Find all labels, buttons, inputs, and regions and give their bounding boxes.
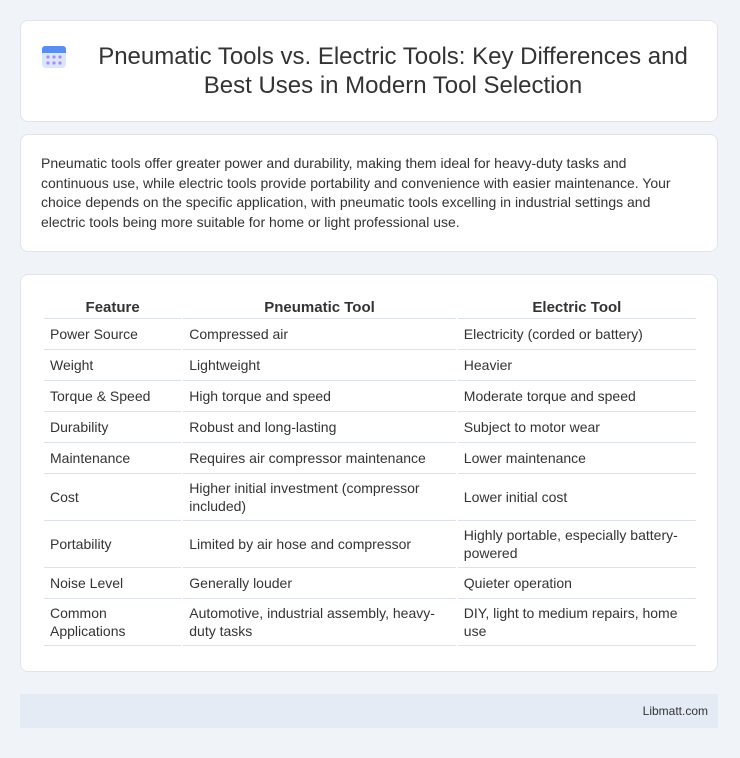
- electric-cell: DIY, light to medium repairs, home use: [458, 599, 696, 646]
- footer: [20, 694, 718, 728]
- electric-cell: Subject to motor wear: [458, 412, 696, 443]
- table-row: [44, 350, 696, 381]
- feature-cell: Cost: [44, 474, 181, 521]
- comparison-table-card: [20, 274, 718, 672]
- feature-cell: Noise Level: [44, 568, 181, 599]
- header-electric: Electric Tool: [458, 295, 696, 319]
- table-row: [44, 443, 696, 474]
- electric-cell: Lower maintenance: [458, 443, 696, 474]
- comparison-table: [42, 295, 698, 646]
- pneumatic-cell: Requires air compressor maintenance: [183, 443, 456, 474]
- table-row: [44, 474, 696, 521]
- feature-cell: Weight: [44, 350, 181, 381]
- footer-site-link[interactable]: Libmatt.com: [642, 704, 708, 718]
- electric-cell: Lower initial cost: [458, 474, 696, 521]
- feature-cell: Common Applications: [44, 599, 181, 646]
- electric-cell: Moderate torque and speed: [458, 381, 696, 412]
- feature-cell: Portability: [44, 521, 181, 568]
- pneumatic-cell: Limited by air hose and compressor: [183, 521, 456, 568]
- table-row: [44, 521, 696, 568]
- header-pneumatic: Pneumatic Tool: [183, 295, 456, 319]
- pneumatic-cell: Generally louder: [183, 568, 456, 599]
- pneumatic-cell: Automotive, industrial assembly, heavy-duty tasks: [183, 599, 456, 646]
- table-row: [44, 381, 696, 412]
- summary-card: [20, 134, 718, 252]
- electric-cell: Highly portable, especially battery-powered: [458, 521, 696, 568]
- feature-cell: Power Source: [44, 319, 181, 350]
- pneumatic-cell: Higher initial investment (compressor included): [183, 474, 456, 521]
- table-row: [44, 568, 696, 599]
- header-card: [20, 20, 718, 122]
- electric-cell: Quieter operation: [458, 568, 696, 599]
- table-header-row: [44, 295, 696, 319]
- pneumatic-cell: Robust and long-lasting: [183, 412, 456, 443]
- table-row: [44, 599, 696, 646]
- table-row: [44, 319, 696, 350]
- header-feature: Feature: [44, 295, 181, 319]
- feature-cell: Maintenance: [44, 443, 181, 474]
- electric-cell: Electricity (corded or battery): [458, 319, 696, 350]
- page-title: Pneumatic Tools vs. Electric Tools: Key Differences and Best Uses in Modern Tool Selection: [98, 43, 688, 99]
- feature-cell: Torque & Speed: [44, 381, 181, 412]
- feature-cell: Durability: [44, 412, 181, 443]
- pneumatic-cell: Compressed air: [183, 319, 456, 350]
- pneumatic-cell: Lightweight: [183, 350, 456, 381]
- summary-text: Pneumatic tools offer greater power and durability, making them ideal for heavy-duty tasks and continuous use, while electric tools provide portability and convenience with easier maintenance. Your choice depends on the specific application, with pneumatic tools excelling in industrial settings and electric tools being more suitable for home or light professional use.: [41, 155, 671, 230]
- electric-cell: Heavier: [458, 350, 696, 381]
- table-row: [44, 412, 696, 443]
- pneumatic-cell: High torque and speed: [183, 381, 456, 412]
- calendar-icon: [41, 44, 67, 70]
